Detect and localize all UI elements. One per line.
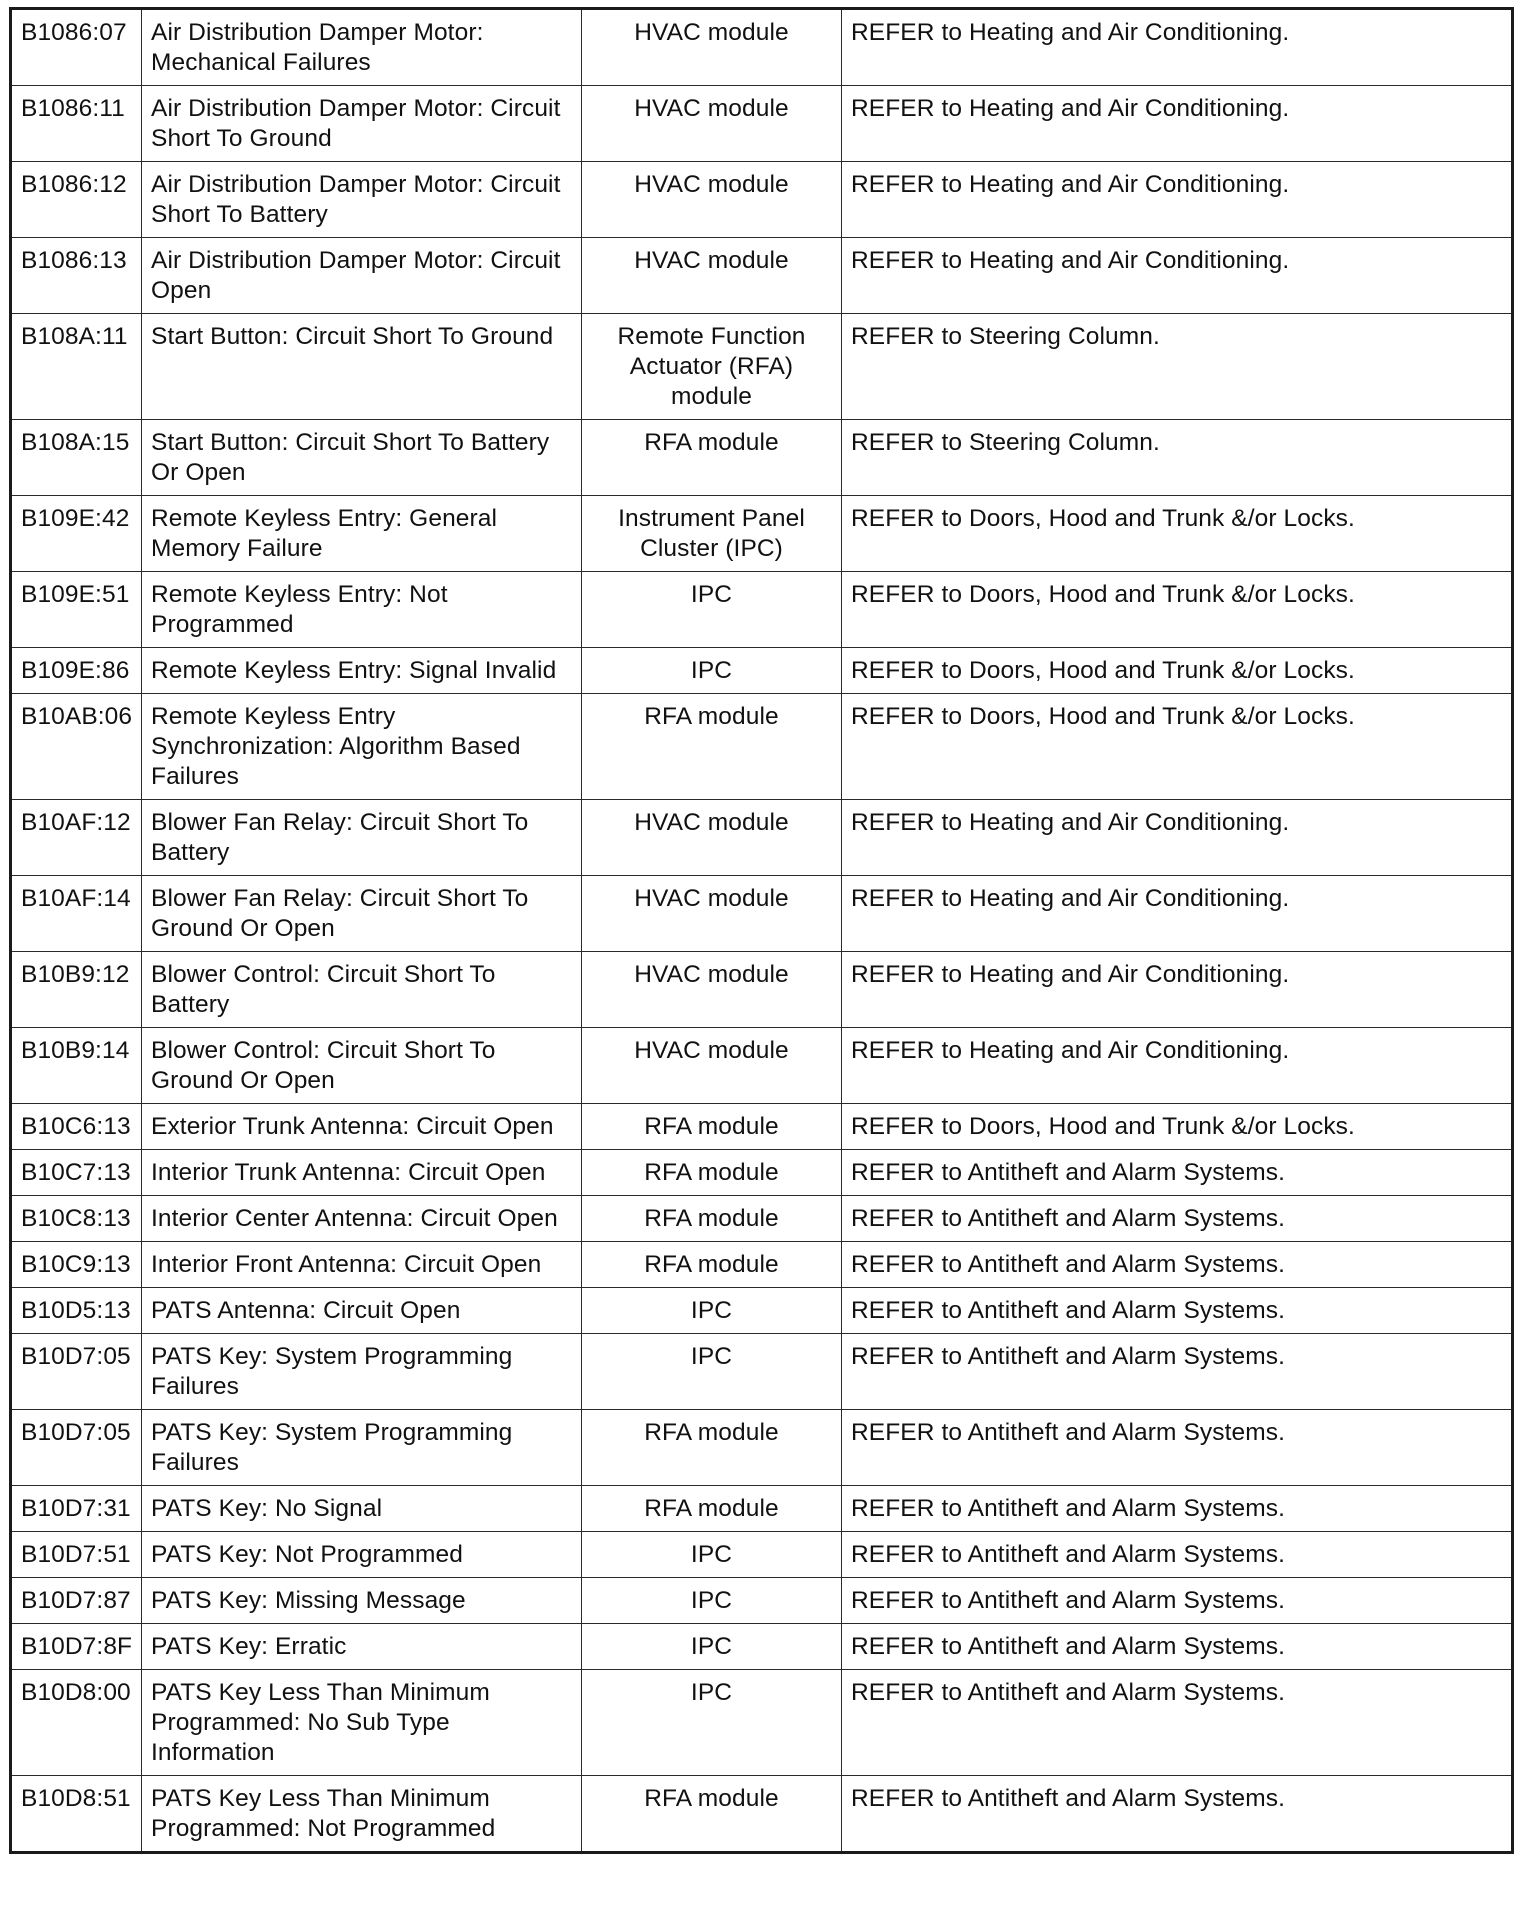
table-row <box>11 1486 1513 1532</box>
dtc-code-cell: B109E:51 <box>11 572 142 648</box>
dtc-module-cell: IPC <box>582 1670 842 1776</box>
dtc-code-cell: B10AF:14 <box>11 876 142 952</box>
dtc-action-cell: REFER to Doors, Hood and Trunk &/or Locks. <box>842 694 1513 800</box>
dtc-code-cell: B1086:13 <box>11 238 142 314</box>
table-row <box>11 800 1513 876</box>
dtc-description-cell: PATS Key: Erratic <box>142 1624 582 1670</box>
dtc-description-cell: Blower Control: Circuit Short To Ground Or Open <box>142 1028 582 1104</box>
table-row <box>11 420 1513 496</box>
dtc-action-cell: REFER to Antitheft and Alarm Systems. <box>842 1288 1513 1334</box>
dtc-module-cell: RFA module <box>582 1776 842 1853</box>
dtc-description-cell: PATS Key Less Than Minimum Programmed: No Sub Type Information <box>142 1670 582 1776</box>
dtc-module-cell: Instrument Panel Cluster (IPC) <box>582 496 842 572</box>
dtc-code-cell: B10D7:8F <box>11 1624 142 1670</box>
dtc-description-cell: Air Distribution Damper Motor: Circuit Open <box>142 238 582 314</box>
dtc-code-cell: B10D8:00 <box>11 1670 142 1776</box>
dtc-action-cell: REFER to Heating and Air Conditioning. <box>842 952 1513 1028</box>
dtc-action-cell: REFER to Antitheft and Alarm Systems. <box>842 1150 1513 1196</box>
dtc-description-cell: PATS Key: Not Programmed <box>142 1532 582 1578</box>
dtc-module-cell: IPC <box>582 572 842 648</box>
dtc-description-cell: Blower Fan Relay: Circuit Short To Ground Or Open <box>142 876 582 952</box>
table-row <box>11 238 1513 314</box>
dtc-action-cell: REFER to Steering Column. <box>842 420 1513 496</box>
dtc-description-cell: Air Distribution Damper Motor: Mechanical Failures <box>142 9 582 86</box>
table-row <box>11 648 1513 694</box>
dtc-action-cell: REFER to Antitheft and Alarm Systems. <box>842 1532 1513 1578</box>
dtc-action-cell: REFER to Heating and Air Conditioning. <box>842 876 1513 952</box>
dtc-module-cell: HVAC module <box>582 9 842 86</box>
dtc-module-cell: HVAC module <box>582 1028 842 1104</box>
dtc-action-cell: REFER to Heating and Air Conditioning. <box>842 1028 1513 1104</box>
dtc-code-cell: B10C8:13 <box>11 1196 142 1242</box>
table-row <box>11 1624 1513 1670</box>
dtc-code-cell: B10AB:06 <box>11 694 142 800</box>
dtc-description-cell: PATS Key Less Than Minimum Programmed: Not Programmed <box>142 1776 582 1853</box>
dtc-code-cell: B10D8:51 <box>11 1776 142 1853</box>
dtc-action-cell: REFER to Heating and Air Conditioning. <box>842 800 1513 876</box>
dtc-description-cell: Remote Keyless Entry: General Memory Failure <box>142 496 582 572</box>
dtc-module-cell: RFA module <box>582 1242 842 1288</box>
dtc-description-cell: Start Button: Circuit Short To Battery Or Open <box>142 420 582 496</box>
dtc-module-cell: RFA module <box>582 694 842 800</box>
dtc-action-cell: REFER to Steering Column. <box>842 314 1513 420</box>
dtc-code-cell: B10D7:51 <box>11 1532 142 1578</box>
dtc-module-cell: IPC <box>582 1532 842 1578</box>
dtc-action-cell: REFER to Antitheft and Alarm Systems. <box>842 1670 1513 1776</box>
dtc-action-cell: REFER to Heating and Air Conditioning. <box>842 86 1513 162</box>
dtc-description-cell: PATS Key: No Signal <box>142 1486 582 1532</box>
table-row <box>11 876 1513 952</box>
dtc-code-cell: B109E:42 <box>11 496 142 572</box>
dtc-code-cell: B108A:15 <box>11 420 142 496</box>
dtc-code-cell: B10D7:87 <box>11 1578 142 1624</box>
dtc-action-cell: REFER to Antitheft and Alarm Systems. <box>842 1624 1513 1670</box>
table-row <box>11 1776 1513 1853</box>
dtc-module-cell: HVAC module <box>582 876 842 952</box>
table-row <box>11 1242 1513 1288</box>
dtc-code-cell: B10D7:05 <box>11 1410 142 1486</box>
dtc-description-cell: Start Button: Circuit Short To Ground <box>142 314 582 420</box>
dtc-action-cell: REFER to Doors, Hood and Trunk &/or Locks. <box>842 648 1513 694</box>
dtc-module-cell: HVAC module <box>582 952 842 1028</box>
dtc-module-cell: HVAC module <box>582 238 842 314</box>
dtc-description-cell: PATS Key: Missing Message <box>142 1578 582 1624</box>
dtc-code-cell: B10C9:13 <box>11 1242 142 1288</box>
dtc-module-cell: RFA module <box>582 1150 842 1196</box>
dtc-action-cell: REFER to Antitheft and Alarm Systems. <box>842 1578 1513 1624</box>
dtc-description-cell: Remote Keyless Entry: Not Programmed <box>142 572 582 648</box>
dtc-module-cell: RFA module <box>582 1486 842 1532</box>
dtc-module-cell: IPC <box>582 1624 842 1670</box>
table-row <box>11 496 1513 572</box>
dtc-code-cell: B10D5:13 <box>11 1288 142 1334</box>
dtc-module-cell: IPC <box>582 1288 842 1334</box>
dtc-table <box>9 7 1514 1854</box>
dtc-description-cell: Air Distribution Damper Motor: Circuit Short To Battery <box>142 162 582 238</box>
dtc-action-cell: REFER to Antitheft and Alarm Systems. <box>842 1334 1513 1410</box>
dtc-code-cell: B10B9:14 <box>11 1028 142 1104</box>
dtc-module-cell: IPC <box>582 648 842 694</box>
dtc-description-cell: Blower Control: Circuit Short To Battery <box>142 952 582 1028</box>
table-row <box>11 162 1513 238</box>
dtc-action-cell: REFER to Antitheft and Alarm Systems. <box>842 1486 1513 1532</box>
dtc-action-cell: REFER to Antitheft and Alarm Systems. <box>842 1776 1513 1853</box>
dtc-table-body <box>11 9 1513 1853</box>
dtc-module-cell: RFA module <box>582 1196 842 1242</box>
table-row <box>11 1532 1513 1578</box>
dtc-code-cell: B10C7:13 <box>11 1150 142 1196</box>
dtc-module-cell: RFA module <box>582 420 842 496</box>
dtc-action-cell: REFER to Heating and Air Conditioning. <box>842 9 1513 86</box>
table-row <box>11 1670 1513 1776</box>
dtc-description-cell: Remote Keyless Entry Synchronization: Algorithm Based Failures <box>142 694 582 800</box>
dtc-module-cell: IPC <box>582 1334 842 1410</box>
dtc-code-cell: B1086:12 <box>11 162 142 238</box>
dtc-description-cell: Remote Keyless Entry: Signal Invalid <box>142 648 582 694</box>
table-row <box>11 952 1513 1028</box>
dtc-code-cell: B10C6:13 <box>11 1104 142 1150</box>
dtc-description-cell: Interior Center Antenna: Circuit Open <box>142 1196 582 1242</box>
table-row <box>11 694 1513 800</box>
dtc-action-cell: REFER to Antitheft and Alarm Systems. <box>842 1410 1513 1486</box>
dtc-description-cell: Air Distribution Damper Motor: Circuit Short To Ground <box>142 86 582 162</box>
dtc-action-cell: REFER to Doors, Hood and Trunk &/or Locks. <box>842 496 1513 572</box>
table-row <box>11 86 1513 162</box>
dtc-code-cell: B1086:07 <box>11 9 142 86</box>
dtc-action-cell: REFER to Heating and Air Conditioning. <box>842 162 1513 238</box>
table-row <box>11 1288 1513 1334</box>
dtc-code-cell: B109E:86 <box>11 648 142 694</box>
dtc-module-cell: IPC <box>582 1578 842 1624</box>
dtc-module-cell: RFA module <box>582 1410 842 1486</box>
dtc-code-cell: B10D7:31 <box>11 1486 142 1532</box>
dtc-action-cell: REFER to Antitheft and Alarm Systems. <box>842 1196 1513 1242</box>
table-row <box>11 314 1513 420</box>
dtc-module-cell: HVAC module <box>582 86 842 162</box>
table-row <box>11 1196 1513 1242</box>
table-row <box>11 1028 1513 1104</box>
dtc-module-cell: Remote Function Actuator (RFA) module <box>582 314 842 420</box>
dtc-description-cell: Interior Front Antenna: Circuit Open <box>142 1242 582 1288</box>
table-row <box>11 1150 1513 1196</box>
dtc-description-cell: Interior Trunk Antenna: Circuit Open <box>142 1150 582 1196</box>
table-row <box>11 1410 1513 1486</box>
dtc-description-cell: Exterior Trunk Antenna: Circuit Open <box>142 1104 582 1150</box>
dtc-module-cell: RFA module <box>582 1104 842 1150</box>
dtc-code-cell: B10B9:12 <box>11 952 142 1028</box>
table-row <box>11 9 1513 86</box>
dtc-code-cell: B108A:11 <box>11 314 142 420</box>
dtc-description-cell: PATS Key: System Programming Failures <box>142 1334 582 1410</box>
dtc-action-cell: REFER to Doors, Hood and Trunk &/or Locks. <box>842 1104 1513 1150</box>
table-row <box>11 1578 1513 1624</box>
table-row <box>11 1334 1513 1410</box>
table-row <box>11 572 1513 648</box>
dtc-action-cell: REFER to Antitheft and Alarm Systems. <box>842 1242 1513 1288</box>
dtc-description-cell: PATS Key: System Programming Failures <box>142 1410 582 1486</box>
dtc-code-cell: B10D7:05 <box>11 1334 142 1410</box>
dtc-code-cell: B10AF:12 <box>11 800 142 876</box>
dtc-module-cell: HVAC module <box>582 800 842 876</box>
dtc-module-cell: HVAC module <box>582 162 842 238</box>
dtc-action-cell: REFER to Heating and Air Conditioning. <box>842 238 1513 314</box>
dtc-action-cell: REFER to Doors, Hood and Trunk &/or Locks. <box>842 572 1513 648</box>
dtc-description-cell: Blower Fan Relay: Circuit Short To Battery <box>142 800 582 876</box>
dtc-code-cell: B1086:11 <box>11 86 142 162</box>
dtc-description-cell: PATS Antenna: Circuit Open <box>142 1288 582 1334</box>
table-row <box>11 1104 1513 1150</box>
